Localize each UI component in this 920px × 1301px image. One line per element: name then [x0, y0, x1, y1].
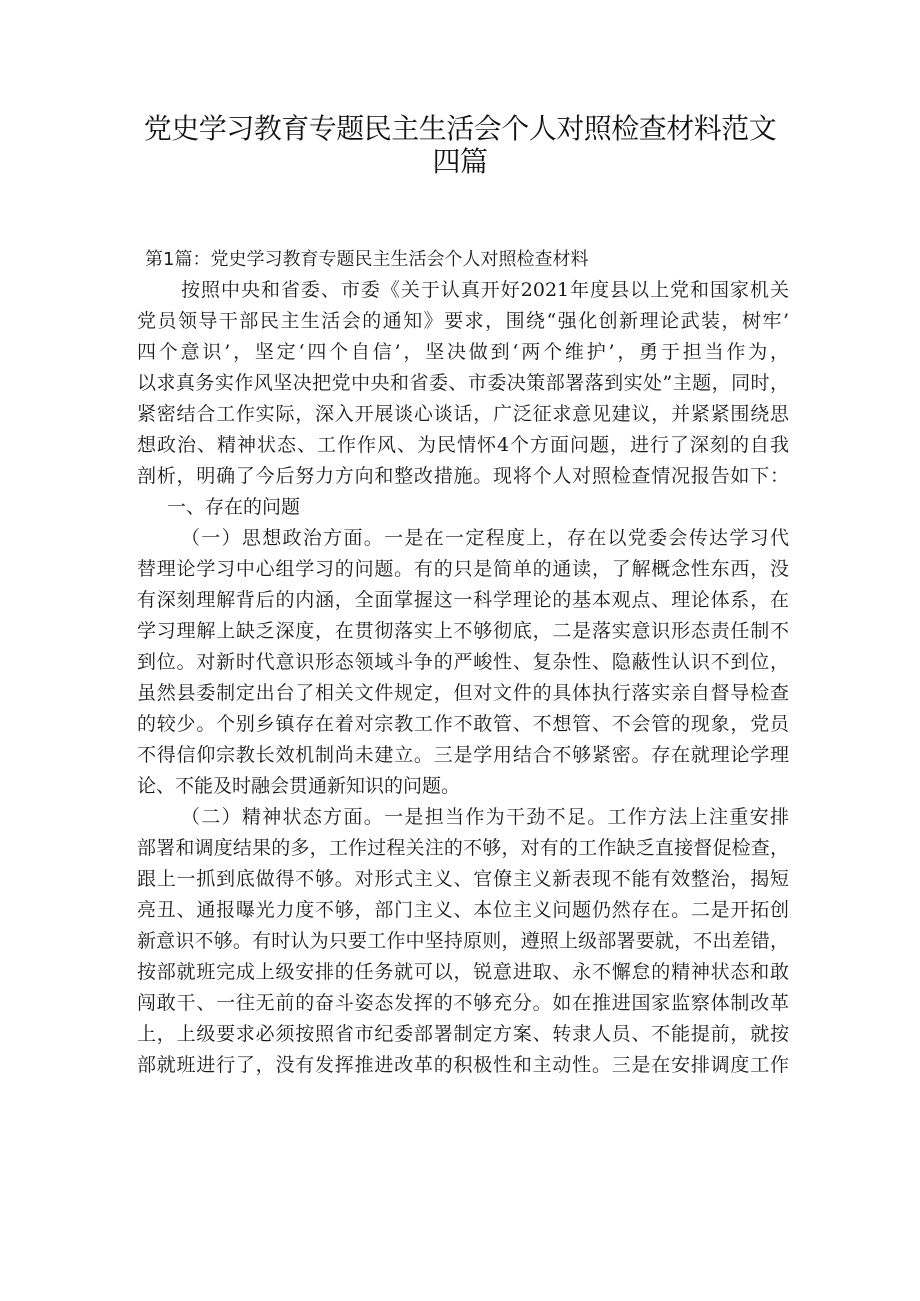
paragraph-line: 闯敢干、一往无前的奋斗姿态发挥的不够充分。如在推进国家监察体制改革: [137, 992, 789, 1014]
paragraph-line: （二）精神状态方面。一是担当作为干劲不足。工作方法上注重安排: [181, 806, 789, 828]
document-title: 党史学习教育专题民主生活会个人对照检查材料范文: [143, 112, 777, 145]
subsection-heading: 一、存在的问题: [167, 496, 301, 518]
paragraph-line: 新意识不够。有时认为只要工作中坚持原则，遵照上级部署要就，不出差错，: [137, 930, 789, 952]
paragraph-line: 以求真务实作风坚决把党中央和省委、市委决策部署落到实处”主题，同时，: [137, 372, 789, 394]
paragraph-line: 不得信仰宗教长效机制尚未建立。三是学用结合不够紧密。存在就理论学理: [137, 744, 789, 766]
paragraph-line: 四个意识’，坚定‘四个自信’，坚决做到‘两个维护’，勇于担当作为，: [137, 341, 789, 363]
paragraph-line: 按照中央和省委、市委《关于认真开好2021年度县以上党和国家机关: [181, 279, 789, 301]
paragraph-line: 跟上一抓到底做得不够。对形式主义、官僚主义新表现不能有效整治，揭短: [137, 868, 789, 890]
paragraph-line: 部就班进行了，没有发挥推进改革的积极性和主动性。三是在安排调度工作: [137, 1054, 789, 1076]
paragraph-line: 有深刻理解背后的内涵，全面掌握这一科学理论的基本观点、理论体系，在: [137, 589, 789, 611]
document-body: [137, 244, 789, 1081]
paragraph-line: 剖析，明确了今后努力方向和整改措施。现将个人对照检查情况报告如下：: [137, 465, 789, 487]
paragraph-line: 替理论学习中心组学习的问题。有的只是简单的通读，了解概念性东西，没: [137, 558, 789, 580]
paragraph-line: 按部就班完成上级安排的任务就可以，锐意进取、永不懈怠的精神状态和敢: [137, 961, 789, 983]
paragraph-line: 到位。对新时代意识形态领域斗争的严峻性、复杂性、隐蔽性认识不到位，: [137, 651, 789, 673]
paragraph-line: 虽然县委制定出台了相关文件规定，但对文件的具体执行落实亲自督导检查: [137, 682, 789, 704]
paragraph-line: 紧密结合工作实际，深入开展谈心谈话，广泛征求意见建议，并紧紧围绕思: [137, 403, 789, 425]
paragraph-line: 的较少。个别乡镇存在着对宗教工作不敢管、不想管、不会管的现象，党员: [137, 713, 789, 735]
section-heading: 第1篇：党史学习教育专题民主生活会个人对照检查材料: [145, 249, 589, 270]
paragraph-line: （一）思想政治方面。一是在一定程度上，存在以党委会传达学习代: [181, 527, 789, 549]
paragraph-line: 想政治、精神状态、工作作风、为民情怀4个方面问题，进行了深刻的自我: [137, 434, 789, 456]
document-title-continued: 四篇: [432, 145, 488, 178]
paragraph-line: 部署和调度结果的多，工作过程关注的不够，对有的工作缺乏直接督促检查，: [137, 837, 789, 859]
paragraph-line: 亮丑、通报曝光力度不够，部门主义、本位主义问题仍然存在。二是开拓创: [137, 899, 789, 921]
paragraph-line: 学习理解上缺乏深度，在贯彻落实上不够彻底，二是落实意识形态责任制不: [137, 620, 789, 642]
paragraph-line: 上，上级要求必须按照省市纪委部署制定方案、转隶人员、不能提前，就按: [137, 1023, 789, 1045]
paragraph-line: 论、不能及时融会贯通新知识的问题。: [137, 775, 461, 797]
paragraph-line: 党员领导干部民主生活会的通知》要求，围绕“强化创新理论武装，树牢’: [137, 310, 789, 332]
